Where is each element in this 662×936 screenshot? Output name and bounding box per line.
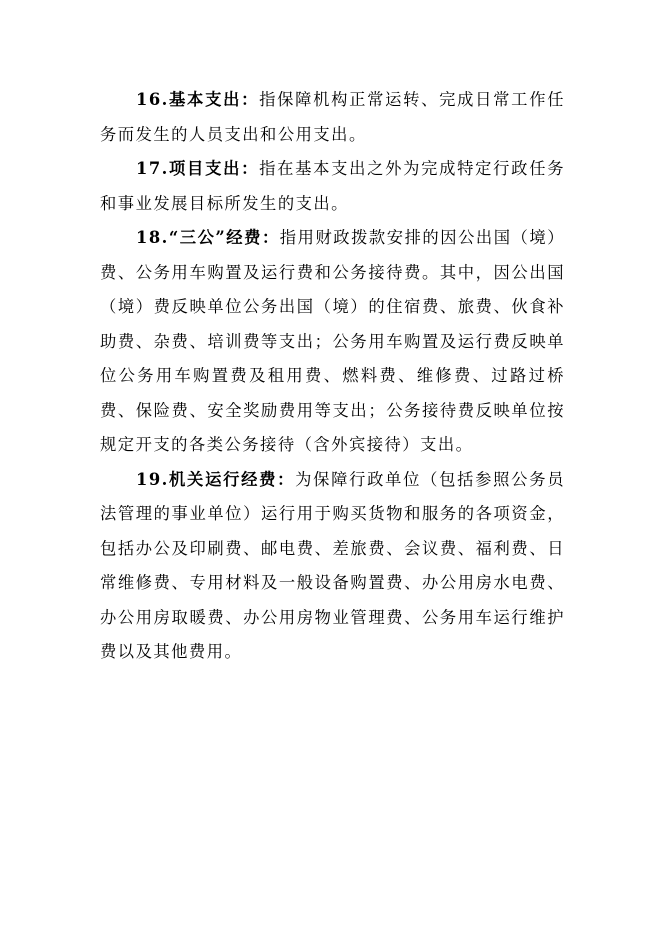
definition-term: 项目支出： xyxy=(168,159,260,178)
definition-paragraph-18 xyxy=(100,221,565,463)
definition-text: 指保障机构正常运转、完成日常工作任务而发生的人员支出和公用支出。 xyxy=(100,90,565,144)
definition-number: 19. xyxy=(136,469,169,489)
definition-term: 机关运行经费： xyxy=(168,469,296,489)
definition-term: 基本支出： xyxy=(168,90,260,109)
definition-text: 为保障行政单位（包括参照公务员法管理的事业单位）运行用于购买货物和服务的各项资金，包括办公及印刷费、邮电费、差旅费、会议费、福利费、日常维修费、专用材料及一般设备购置费、办公用房水电费、办公用房取暖费、办公用房物业管理费、公务用车运行维护费以及其他费用。 xyxy=(100,469,565,661)
definition-paragraph-16 xyxy=(100,83,565,152)
definition-text: 指用财政拨款安排的因公出国（境）费、公务用车购置及运行费和公务接待费。其中，因公出国（境）费反映单位公务出国（境）的住宿费、旅费、伙食补助费、杂费、培训费等支出；公务用车购置及运行费反映单位公务用车购置费及租用费、燃料费、维修费、过路过桥费、保险费、安全奖励费用等支出；公务接待费反映单位按规定开支的各类公务接待（含外宾接待）支出。 xyxy=(100,228,565,454)
definition-paragraph-17 xyxy=(100,152,565,221)
definition-term: “三公”经费： xyxy=(168,228,280,247)
document-body xyxy=(100,83,565,670)
definition-paragraph-19 xyxy=(100,463,565,670)
definition-number: 16. xyxy=(136,90,169,109)
definition-text: 指在基本支出之外为完成特定行政任务和事业发展目标所发生的支出。 xyxy=(100,159,565,213)
definition-number: 18. xyxy=(136,228,169,247)
definition-number: 17. xyxy=(136,159,169,178)
